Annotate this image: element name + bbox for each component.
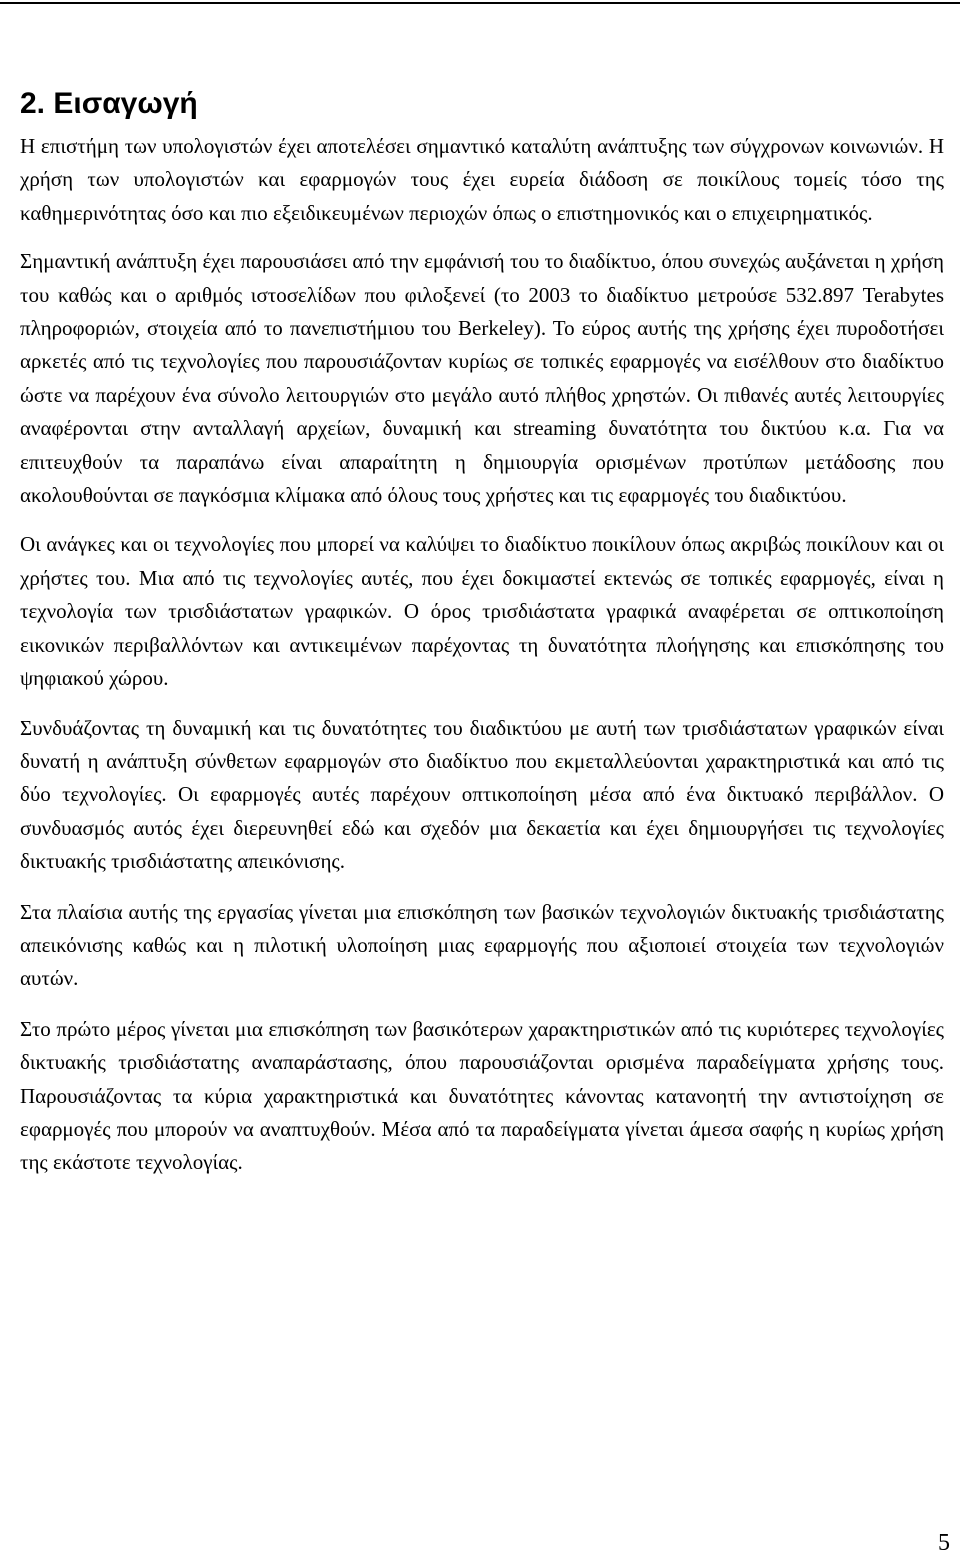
paragraph-3: Οι ανάγκες και οι τεχνολογίες που μπορεί να καλύψει το διαδίκτυο ποικίλουν όπως ακριβώς ποικίλουν και οι χρήστες του. Μια από τις τεχνολογίες αυτές, που έχει δοκιμαστεί εκτενώς σε τοπικές εφαρμογές, είναι η τεχνολογία των τρισδιάστατων γραφικών. Ο όρος τρισδιάστατα γραφικά αναφέρεται σε οπτικοποίηση εικονικών περιβαλλόντων και αντικειμένων παρέχοντας τη δυνατότητα πλοήγησης και επισκόπησης του ψηφιακού χώρου. <box>20 532 944 691</box>
section-heading: 2. Εισαγωγή <box>20 87 198 120</box>
page-number: 5 <box>938 1530 950 1556</box>
paragraph-6: Στο πρώτο μέρος γίνεται μια επισκόπηση των βασικότερων χαρακτηριστικών από τις κυριότερες τεχνολογίες δικτυακής τρισδιάστατης αναπαράστασης, όπου παρουσιάζονται ορισμένα παραδείγματα χρήσης τους. Παρουσιάζοντας τα κύρια χαρακτηριστικά και δυνατότητες κάνοντας κατανοητή την αντιστοίχηση σε εφαρμογές που μπορούν να αναπτυχθούν. Μέσα από τα παραδείγματα γίνεται άμεσα σαφής η κυρίως χρήση της εκάστοτε τεχνολογίας. <box>20 1016 944 1175</box>
paragraph-4: Συνδυάζοντας τη δυναμική και τις δυνατότητες του διαδικτύου με αυτή των τρισδιάστατων γραφικών είναι δυνατή η ανάπτυξη σύνθετων εφαρμογών στο διαδίκτυο που εκμεταλλεύονται χαρακτηριστικά και από τις δύο τεχνολογίες. Οι εφαρμογές αυτές παρέχουν οπτικοποίηση μέσα από ένα δικτυακό περιβάλλον. Ο συνδυασμός αυτός έχει διερευνηθεί εδώ και σχεδόν μια δεκαετία και έχει δημιουργήσει τις τεχνολογίες δικτυακής τρισδιάστατης απεικόνισης. <box>20 715 944 874</box>
paragraph-1: Η επιστήμη των υπολογιστών έχει αποτελέσει σημαντικό καταλύτη ανάπτυξης των σύγχρονων κοινωνιών. Η χρήση των υπολογιστών και εφαρμογών τους έχει ευρεία διάδοση σε ποικίλους τομείς τόσο της καθημερινότητας όσο και πιο εξειδικευμένων περιοχών όπως ο επιστημονικός και ο επιχειρηματικός. <box>20 134 944 225</box>
paragraph-5: Στα πλαίσια αυτής της εργασίας γίνεται μια επισκόπηση των βασικών τεχνολογιών δικτυακής τρισδιάστατης απεικόνισης καθώς και η πιλοτική υλοποίηση μιας εφαρμογής που αξιοποιεί στοιχεία των τεχνολογιών αυτών. <box>20 899 944 991</box>
top-rule <box>0 2 960 4</box>
paragraph-2: Σημαντική ανάπτυξη έχει παρουσιάσει από την εμφάνισή του το διαδίκτυο, όπου συνεχώς αυξάνεται η χρήση του καθώς και ο αριθμός ιστοσελίδων που φιλοξενεί (το 2003 το διαδίκτυο μετρούσε 532.897 Terabytes πληροφοριών, στοιχεία από το πανεπιστήμιου του Berkeley). Το εύρος αυτής της χρήσης έχει πυροδοτήσει αρκετές από τις τεχνολογίες που παρουσιάζονταν κυρίως σε τοπικές εφαρμογές να εισέλθουν στο διαδίκτυο ώστε να παρέχουν ένα σύνολο λειτουργιών στο μεγάλο αυτό πλήθος χρηστών. Οι πιθανές αυτές λειτουργίες αναφέρονται στην ανταλλαγή αρχείων, δυναμική και streaming δυνατότητα του δικτύου κ.α. Για να επιτευχθούν τα παραπάνω είναι απαραίτητη η δημιουργία ορισμένων προτύπων μετάδοσης που ακολουθούνται σε παγκόσμια κλίμακα από όλους τους χρήστες και τις εφαρμογές του διαδικτύου. <box>20 249 944 508</box>
document-body <box>20 130 944 1180</box>
